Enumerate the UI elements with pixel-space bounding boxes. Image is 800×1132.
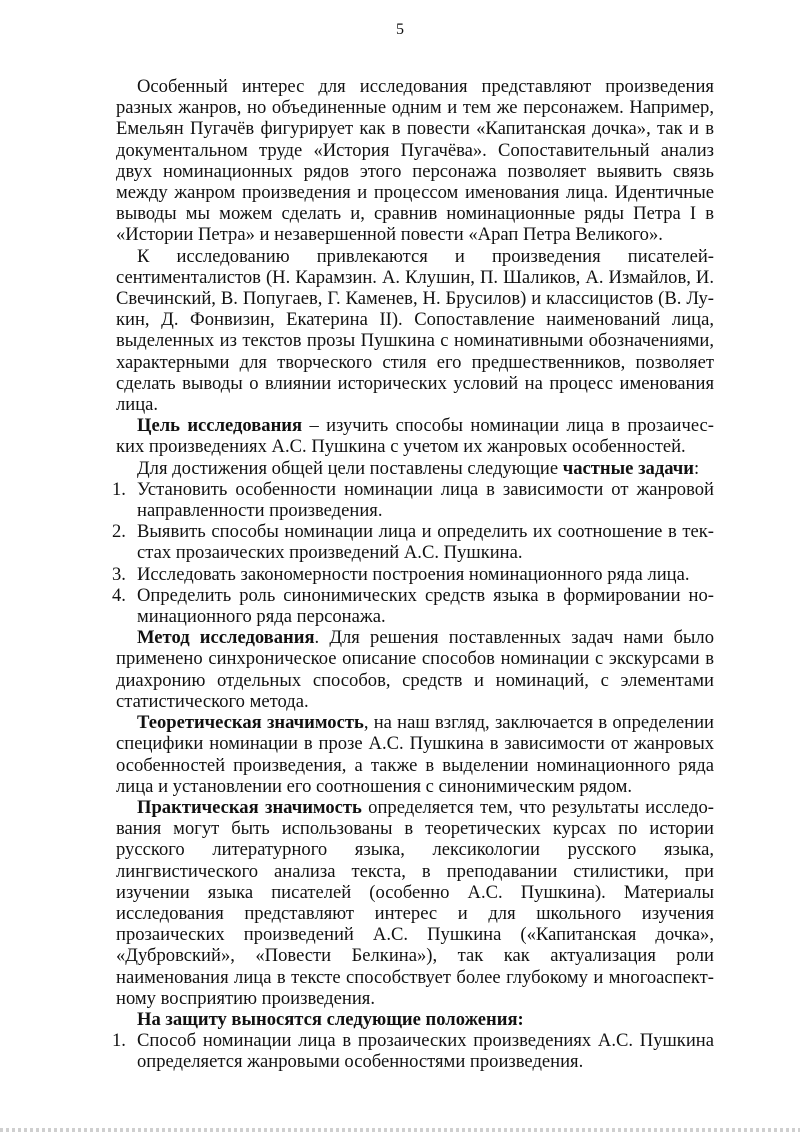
method-text: . Для решения поставленных задач нами было применено синхроническое описание способов номинации с экскурсами в диахронию отдельных способов, средств и номинаций, с элементами статистического метода. [116, 627, 714, 712]
tasks-list [112, 478, 714, 628]
paragraph-method [116, 627, 714, 712]
tasks-intro-text: Для достижения общей цели поставлены следующие [137, 457, 563, 479]
list-item [112, 1030, 714, 1073]
list-item [112, 584, 714, 628]
paragraph-tasks-intro [116, 458, 714, 479]
body-text [112, 76, 715, 1073]
paragraph-genres: Особенный интерес для исследования представляют произведения разных жанров, но объединенные одним и тем же персонажем. Например, Емельян Пугачёв фигурирует как в повести «Капитанская дочка», так и в документальном труде «История Пугачёва». Сопоставительный анализ двух номинационных рядов этого персонажа позволяет выявить связь между жанром произведения и процессом именования лица. Идентичные выводы мы можем сделать и, сравнив номинационные ряды Петра I в «Истории Петра» и незавершенной повести «Арап Петра Великого». [116, 76, 714, 246]
list-item [112, 563, 714, 585]
list-item-text: Исследовать закономерности построения номинационного ряда лица. [137, 563, 690, 585]
defense-heading: На защиту выносятся следующие положения: [137, 1008, 524, 1030]
method-term: Метод исследования [137, 627, 315, 649]
goal-text: – изучить способы номинации лица в прозаических произведениях А.С. Пушкина с учетом их жанровых особенностей. [116, 415, 714, 458]
tasks-term: частные задачи [562, 457, 694, 479]
list-item-text: Выявить способы номинации лица и определить их соотношение в текстах прозаических произведений А.С. Пушкина. [137, 521, 714, 564]
practice-term: Практическая значимость [137, 796, 362, 818]
scan-edge-divider [0, 1128, 800, 1132]
list-item-number: 4. [112, 584, 126, 606]
paragraph-sentimentalists: К исследованию привлекаются и произведения писателей-сентименталистов (Н. Карамзин. А. Клушин, П. Шаликов, А. Измайлов, И. Свечинский, В. Попугаев, Г. Каменев, Н. Брусилов) и классицистов (В. Лукин, Д. Фонвизин, Екатерина II). Сопоставление наименований лица, выделенных из текстов прозы Пушкина с номинативными обозначениями, характерными для творческого стиля его предшественников, позволяет сделать выводы о влиянии исторических условий на процесс именования лица. [116, 245, 714, 416]
page-number: 5 [396, 21, 404, 38]
list-item-text: Определить роль синонимических средств языка в формировании номинационного ряда персонажа. [137, 584, 714, 628]
goal-term: Цель исследования [137, 415, 303, 437]
practice-text: определяется тем, что результаты исследования могут быть использованы в теоретических курсах по истории русского литературного языка, лексикологии русского языка, лингвистического анализа текста, в преподавании стилистики, при изучении языка писателей (особенно А.С. Пушкина). Материалы исследования представляют интерес и для школьного изучения прозаических произведений А.С. Пушкина («Капитанская дочка», «Дубровский», «Повести Белкина»), так как актуализация роли наименования лица в тексте способствует более глубокому и многоаспектному восприятию произведения. [116, 796, 714, 1009]
list-item [112, 478, 714, 522]
list-item [112, 521, 714, 564]
defense-list [112, 1030, 714, 1073]
paragraph-theory [116, 712, 714, 797]
list-item-number: 2. [112, 521, 126, 543]
paragraph-goal [116, 415, 714, 457]
list-item-number: 3. [112, 563, 126, 585]
list-item-text: Способ номинации лица в прозаических произведениях А.С. Пушкина определяется жанровыми особенностями произведения. [137, 1030, 714, 1073]
list-item-number: 1. [112, 478, 126, 500]
theory-term: Теоретическая значимость [137, 712, 364, 734]
tasks-colon: : [694, 457, 700, 479]
list-item-number: 1. [112, 1030, 126, 1052]
paragraph-practice [116, 797, 714, 1009]
theory-text: , на наш взгляд, заключается в определении специфики номинации в прозе А.С. Пушкина в зависимости от жанровых особенностей произведения, а также в выделении номинационного ряда лица и установлении его соотношения с синонимическим рядом. [116, 712, 715, 797]
list-item-text: Установить особенности номинации лица в зависимости от жанровой направленности произведения. [137, 478, 714, 522]
